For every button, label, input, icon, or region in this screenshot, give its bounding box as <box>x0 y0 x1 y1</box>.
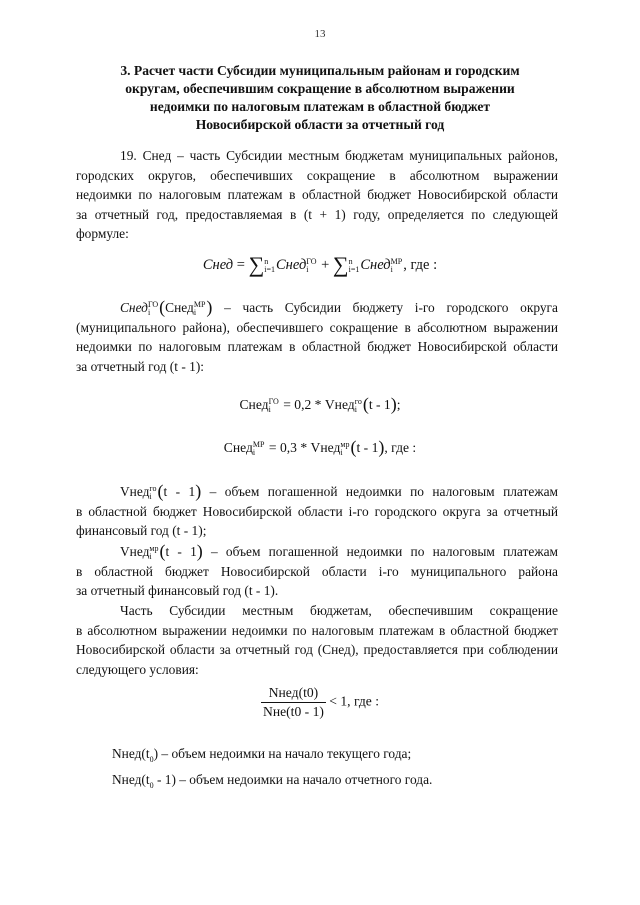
term-indices <box>269 398 279 414</box>
paragraph-line: формуле: <box>76 226 129 242</box>
paragraph-line: за отчетный год, предоставляемая в (t + 1) году, определяется по следующей <box>76 206 558 222</box>
heading-line: 3. Расчет части Субсидии муниципальным районам и городским <box>120 63 520 78</box>
paragraph-line: за отчетный год (t - 1): <box>76 358 204 374</box>
definition-text: – объем погашенной недоимки по налоговым платежам <box>201 484 558 499</box>
paragraph-line: следующего условия: <box>76 661 199 677</box>
formula-arg: t - 1 <box>165 544 197 559</box>
term-sub: i <box>252 447 256 457</box>
term-sub: i <box>193 307 197 317</box>
term-indices <box>355 398 362 414</box>
paren-close: ) <box>390 394 397 414</box>
sum-upper: n <box>348 256 353 266</box>
formula-tail: ; <box>396 397 401 412</box>
paren-close: ) <box>196 541 203 561</box>
sum-symbol: ∑ <box>332 252 349 277</box>
paren-close: ) <box>206 297 213 317</box>
formula-condition <box>0 684 640 721</box>
definition-text: – часть Субсидии бюджету i-го городского округа <box>212 300 558 315</box>
term-sup: ГО <box>147 299 159 309</box>
formula-rhs: < 1, где : <box>325 693 379 709</box>
fraction-denominator: Nнe(t0 - 1) <box>263 704 324 719</box>
term-sub: i <box>268 404 271 414</box>
paragraph-line: за отчетный финансовый год (t - 1). <box>76 583 279 599</box>
paren-open: ( <box>159 297 166 317</box>
definition-line <box>76 744 558 770</box>
paragraph-line: в областной бюджет Новосибирской области i-го городского округа за отчетный <box>76 503 558 519</box>
definition-term: Nнед(t <box>112 771 150 787</box>
paragraph-line: (муниципального района), обеспечившего сокращение в абсолютном выражении <box>76 319 558 335</box>
heading-line: Новосибирской области за отчетный год <box>195 117 445 132</box>
formula-main <box>0 252 640 278</box>
paren-open: ( <box>362 394 369 414</box>
term-indices <box>149 485 156 501</box>
term-indices <box>194 301 206 317</box>
definition-term: Nнед(t <box>112 746 150 761</box>
term-indices <box>306 258 316 274</box>
formula-lhs: Снед <box>239 397 269 412</box>
fraction-numerator: Nнед(t0) <box>261 684 326 703</box>
formula-arg: t - 1 <box>356 440 379 455</box>
formula-term: Снед <box>360 257 391 273</box>
formula-op: = <box>233 257 249 273</box>
formula-arg: t - 1 <box>163 484 196 499</box>
term-indices <box>340 441 349 457</box>
term-sub: 0 <box>149 755 154 764</box>
formula-tail: , где : <box>384 440 417 455</box>
formula-tail: , где : <box>403 257 438 273</box>
sum-limits <box>264 258 275 274</box>
paragraph-line: недоимки по налоговым платежам в областной бюджет Новосибирской области <box>76 187 558 203</box>
definition-text: ) – объем недоимки на начало текущего года; <box>153 746 412 761</box>
term-sub: i <box>149 491 152 501</box>
sum-symbol: ∑ <box>248 252 265 277</box>
definition-text: – объем погашенной недоимки по налоговым платежам <box>202 544 558 559</box>
definition-vmr <box>76 542 558 601</box>
sum-upper: n <box>264 256 269 266</box>
definition-cned <box>76 298 558 376</box>
page-number: 13 <box>314 28 326 40</box>
formula-op: + <box>317 257 333 273</box>
definition-term: Vнед <box>120 544 150 559</box>
paragraph-line: в областной бюджет Новосибирской области i-го муниципального района <box>76 563 558 579</box>
term-indices <box>253 441 265 457</box>
definition-term: Vнед <box>120 484 150 499</box>
definition-line <box>76 770 558 796</box>
paren-open: ( <box>159 541 166 561</box>
term-indices <box>149 545 158 561</box>
formula-term: Снед <box>276 257 307 273</box>
formula-rhs: = 0,2 * Vнед <box>279 397 355 412</box>
formula-mr <box>0 437 640 458</box>
definition-first-line <box>76 482 558 502</box>
paragraph-line: Новосибирской области за отчетный год (Снед), предоставляется при соблюдении <box>76 642 558 658</box>
sum-lower: i=1 <box>348 264 360 274</box>
paragraph-line: финансовый год (t - 1); <box>76 523 207 539</box>
definition-text: - 1) – объем недоимки на начало отчетного года. <box>153 771 433 787</box>
term-sub: i <box>390 264 393 274</box>
paragraph-line: недоимки по налоговым платежам в областной бюджет Новосибирской области <box>76 339 558 355</box>
term-sup: ГО <box>268 396 279 406</box>
paren-close: ) <box>378 437 385 457</box>
paren-open: ( <box>350 437 357 457</box>
term-sub: i <box>340 447 343 457</box>
term-sup: МР <box>252 439 265 449</box>
term-sup: МР <box>193 299 206 309</box>
paragraph-line: в абсолютном выражении недоимки по налоговым платежам в областной бюджет <box>76 622 558 638</box>
paragraph-line: 19. Снед – часть Субсидии местным бюджетам муниципальных районов, <box>120 148 558 163</box>
term-sub: i <box>306 264 309 274</box>
definition-first-line <box>76 542 558 562</box>
formula-lhs: Снед <box>202 257 234 273</box>
definition-first-line <box>76 298 558 318</box>
term-sup: го <box>354 396 362 406</box>
heading-line: округам, обеспечившим сокращение в абсолютном выражении <box>125 81 515 96</box>
paragraph-line: городских округов, обеспечивших сокращение в абсолютном выражении <box>76 167 558 183</box>
heading-line: недоимки по налоговым платежам в областной бюджет <box>149 99 491 114</box>
sum-limits <box>349 258 360 274</box>
term-sub: i <box>354 404 357 414</box>
term-sub: i <box>147 307 151 317</box>
paren-open: ( <box>157 481 164 501</box>
sum-lower: i=1 <box>264 264 275 274</box>
term-sub: i <box>149 551 152 561</box>
formula-arg: t - 1 <box>368 397 391 412</box>
definition-vgo <box>76 482 558 541</box>
final-definitions <box>76 744 558 795</box>
paren-close: ) <box>195 481 202 501</box>
formula-lhs: Снед <box>223 440 253 455</box>
definition-term: Снед <box>120 300 148 315</box>
paragraph-line: Часть Субсидии местным бюджетам, обеспечившим сокращение <box>120 603 558 618</box>
condition-fraction <box>261 684 326 721</box>
paragraph-19 <box>76 146 558 244</box>
formula-rhs: = 0,3 * Vнед <box>265 440 341 455</box>
section-heading <box>86 62 554 134</box>
term-sub: 0 <box>149 780 154 790</box>
term-indices <box>148 301 158 317</box>
paragraph-condition <box>76 601 558 679</box>
term-sup: мр <box>149 543 159 553</box>
definition-term: Снед <box>165 300 194 315</box>
formula-go <box>0 394 640 415</box>
term-sup: мр <box>340 439 350 449</box>
term-sup: МР <box>390 256 403 266</box>
term-indices <box>391 258 403 274</box>
term-sup: го <box>149 483 157 493</box>
term-sup: ГО <box>306 256 317 266</box>
